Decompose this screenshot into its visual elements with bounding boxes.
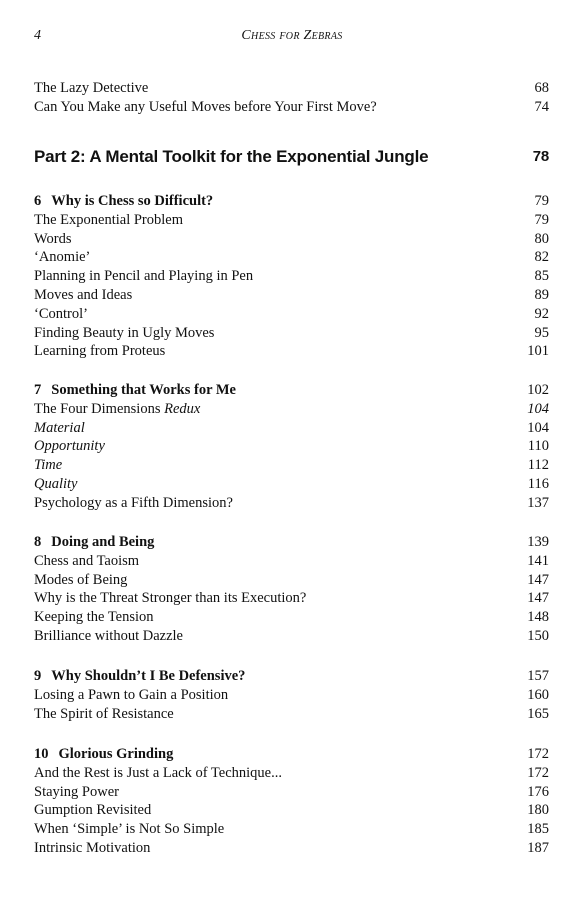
toc-chapter-8 bbox=[34, 533, 549, 646]
toc-entry-page: 104 bbox=[527, 400, 549, 417]
toc-entry bbox=[34, 494, 549, 513]
toc-part-heading bbox=[34, 145, 549, 169]
toc-entry bbox=[34, 324, 549, 343]
toc-entry bbox=[34, 764, 549, 783]
toc-entry-title: Brilliance without Dazzle bbox=[34, 627, 183, 644]
toc-entry bbox=[34, 783, 549, 802]
toc-entry-page: 112 bbox=[527, 457, 549, 474]
chapter-heading bbox=[34, 533, 549, 552]
page-number: 4 bbox=[34, 28, 41, 43]
toc-entry-page: 116 bbox=[527, 475, 549, 492]
toc-entry bbox=[34, 627, 549, 646]
toc-entry bbox=[34, 400, 549, 419]
toc-entry-page: 137 bbox=[527, 494, 549, 511]
toc-entry bbox=[34, 608, 549, 627]
toc-entry bbox=[34, 79, 549, 98]
toc-entry-page: 92 bbox=[534, 305, 549, 322]
chapter-page: 79 bbox=[534, 193, 549, 209]
toc-entry bbox=[34, 552, 549, 571]
toc-entry-title-italic: Redux bbox=[164, 400, 201, 417]
toc-entry bbox=[34, 419, 549, 438]
toc-entry-title: The Exponential Problem bbox=[34, 211, 183, 228]
page-header bbox=[34, 28, 550, 46]
toc-entry-page: 89 bbox=[534, 286, 549, 303]
toc-entry-title: The Lazy Detective bbox=[34, 80, 149, 96]
toc-entry-title: When ‘Simple’ is Not So Simple bbox=[34, 821, 225, 838]
chapter-page: 102 bbox=[527, 382, 549, 398]
toc-entry-title: Keeping the Tension bbox=[34, 609, 154, 626]
toc-entry-page: 147 bbox=[527, 571, 549, 588]
part-title: Part 2: A Mental Toolkit for the Exponential Jungle bbox=[34, 147, 429, 166]
chapter-heading bbox=[34, 667, 549, 686]
chapter-page: 157 bbox=[527, 668, 549, 684]
toc-entry-page: 82 bbox=[534, 249, 549, 266]
toc-entry-title: ‘Control’ bbox=[34, 305, 88, 322]
chapter-heading bbox=[34, 745, 549, 764]
toc-entry-title: The Four Dimensions bbox=[34, 400, 165, 417]
toc-entry-title: The Spirit of Resistance bbox=[34, 705, 174, 722]
toc-entry bbox=[34, 839, 549, 858]
toc-entry-page: 101 bbox=[527, 343, 549, 360]
toc-entry-title: And the Rest is Just a Lack of Technique... bbox=[34, 764, 282, 781]
toc-entry bbox=[34, 571, 549, 590]
toc-entry-title: Moves and Ideas bbox=[34, 286, 133, 303]
toc-chapter-10 bbox=[34, 745, 549, 858]
toc-entry-title-italic: Quality bbox=[34, 475, 78, 492]
toc-entry-page: 187 bbox=[527, 839, 549, 856]
toc-entry-title: Gumption Revisited bbox=[34, 802, 152, 819]
toc-entry-title-italic: Opportunity bbox=[34, 438, 105, 455]
toc-entry-title: Finding Beauty in Ugly Moves bbox=[34, 324, 215, 341]
toc-entry-title: ‘Anomie’ bbox=[34, 249, 91, 266]
chapter-number: 7 bbox=[34, 382, 42, 398]
part-heading bbox=[34, 145, 549, 169]
toc-entry-title: Intrinsic Motivation bbox=[34, 839, 151, 856]
toc-entry bbox=[34, 211, 549, 230]
toc-entry-page: 141 bbox=[527, 552, 549, 569]
chapter-title: Why Shouldn’t I Be Defensive? bbox=[51, 668, 246, 684]
toc-entry-title-italic: Material bbox=[34, 419, 85, 436]
toc-entry-page: 68 bbox=[534, 80, 549, 96]
toc-entry bbox=[34, 342, 549, 361]
chapter-number: 9 bbox=[34, 668, 42, 684]
toc-entry bbox=[34, 589, 549, 608]
toc-entry-title: Words bbox=[34, 230, 72, 247]
chapter-number: 6 bbox=[34, 193, 42, 209]
toc-entry-title: Learning from Proteus bbox=[34, 343, 166, 360]
toc-entry bbox=[34, 248, 549, 267]
toc-entry-page: 176 bbox=[527, 783, 549, 800]
toc-entry-title: Why is the Threat Stronger than its Execution? bbox=[34, 590, 307, 607]
toc-entry bbox=[34, 456, 549, 475]
toc-entry-page: 165 bbox=[527, 705, 549, 722]
running-title: Chess for Zebras bbox=[241, 28, 343, 43]
toc-entry-page: 104 bbox=[527, 419, 549, 436]
part-page: 78 bbox=[532, 148, 549, 165]
toc-entry-page: 79 bbox=[534, 211, 549, 228]
chapter-heading bbox=[34, 381, 549, 400]
toc-entry-title: Staying Power bbox=[34, 783, 119, 800]
toc-entry bbox=[34, 686, 549, 705]
toc-entry bbox=[34, 705, 549, 724]
toc-chapter-7 bbox=[34, 381, 549, 513]
chapter-number: 8 bbox=[34, 534, 42, 550]
toc-entry bbox=[34, 437, 549, 456]
chapter-number: 10 bbox=[34, 746, 49, 762]
chapter-page: 139 bbox=[527, 534, 549, 550]
chapter-title: Glorious Grinding bbox=[58, 746, 174, 762]
toc-entry-title: Chess and Taoism bbox=[34, 552, 140, 569]
toc-entry-page: 148 bbox=[527, 609, 549, 626]
chapter-title: Doing and Being bbox=[51, 534, 155, 550]
toc-entry-title: Losing a Pawn to Gain a Position bbox=[34, 686, 229, 703]
toc-entry-title: Can You Make any Useful Moves before Your First Move? bbox=[34, 98, 377, 115]
toc-chapter-6 bbox=[34, 192, 549, 361]
toc-entry-page: 180 bbox=[527, 802, 549, 819]
toc-entry-page: 150 bbox=[527, 627, 549, 644]
toc-entry bbox=[34, 801, 549, 820]
chapter-page: 172 bbox=[527, 746, 549, 762]
chapter-title: Something that Works for Me bbox=[51, 382, 236, 398]
toc-chapter-9 bbox=[34, 667, 549, 723]
toc-entry bbox=[34, 230, 549, 249]
toc-entry bbox=[34, 98, 549, 117]
toc-entry-page: 147 bbox=[527, 590, 549, 607]
toc-entry bbox=[34, 267, 549, 286]
toc-entry-page: 110 bbox=[527, 438, 549, 455]
chapter-title: Why is Chess so Difficult? bbox=[51, 193, 214, 209]
toc-entry bbox=[34, 475, 549, 494]
toc-entry-page: 160 bbox=[527, 686, 549, 703]
toc-entry-page: 95 bbox=[534, 324, 549, 341]
toc-entry-page: 185 bbox=[527, 821, 549, 838]
chapter-heading bbox=[34, 192, 549, 211]
toc-entry bbox=[34, 286, 549, 305]
toc-entry-page: 74 bbox=[534, 98, 549, 115]
toc-entry-title: Planning in Pencil and Playing in Pen bbox=[34, 268, 254, 285]
toc-entry bbox=[34, 820, 549, 839]
toc-block-part1-tail bbox=[34, 79, 549, 117]
toc-entry-title: Psychology as a Fifth Dimension? bbox=[34, 494, 233, 511]
toc-entry-title-italic: Time bbox=[34, 457, 63, 474]
toc-entry-title: Modes of Being bbox=[34, 571, 128, 588]
toc-entry-page: 80 bbox=[534, 230, 549, 247]
toc-entry-page: 85 bbox=[534, 268, 549, 285]
toc-entry-page: 172 bbox=[527, 764, 549, 781]
toc-entry bbox=[34, 305, 549, 324]
